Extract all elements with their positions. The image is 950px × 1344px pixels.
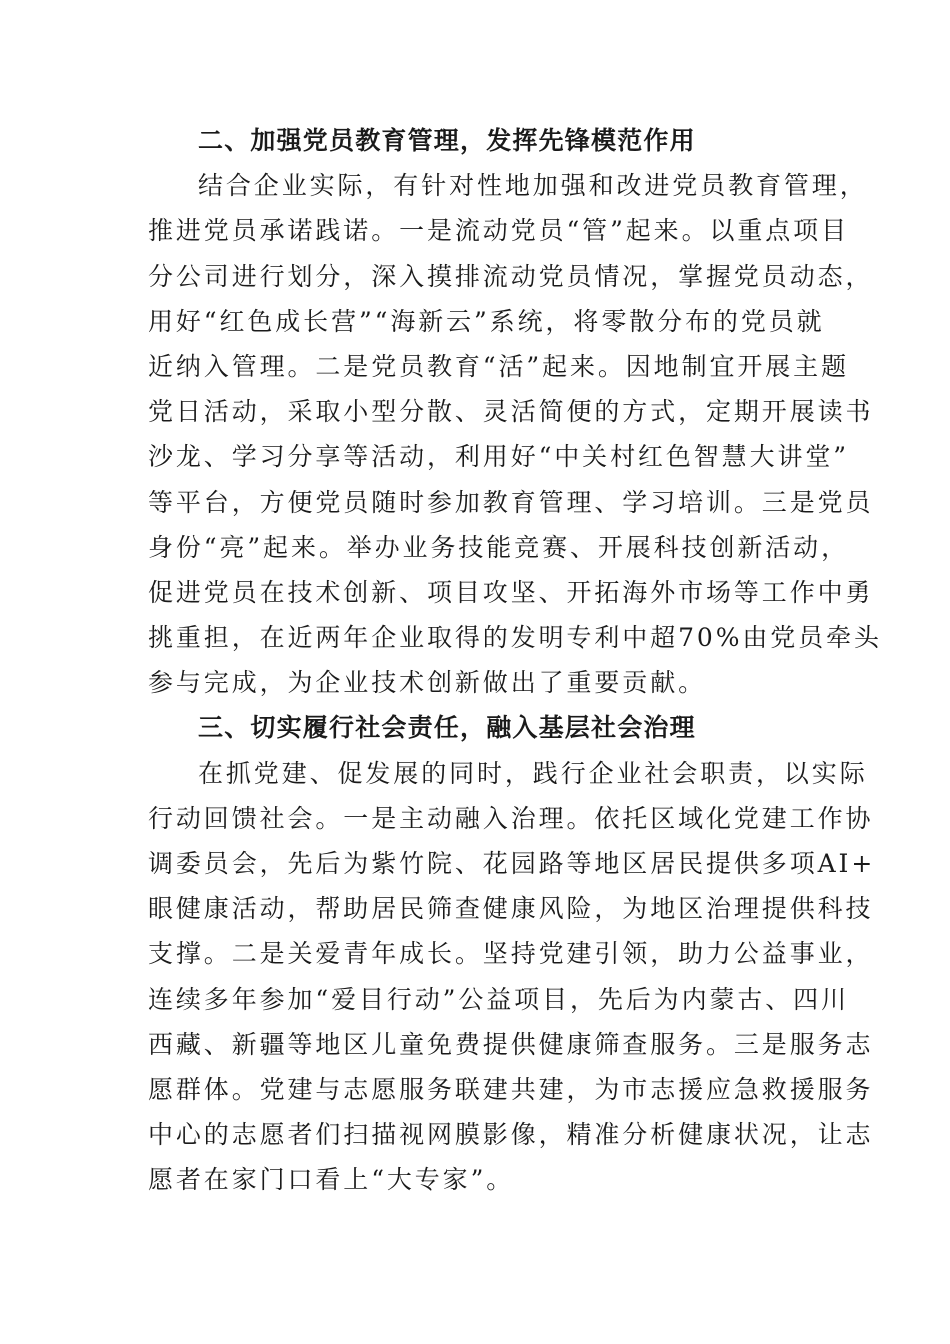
paragraph-line: 分公司进行划分，深入摸排流动党员情况，掌握党员动态， (148, 261, 874, 291)
paragraph-line: 愿者在家门口看上“大专家”。 (148, 1165, 515, 1195)
paragraph-line: 用好“红色成长营”“海新云”系统，将零散分布的党员就 (148, 306, 825, 336)
paragraph-line: 连续多年参加“爱目行动”公益项目，先后为内蒙古、四川 (148, 984, 849, 1014)
paragraph-line: 结合企业实际，有针对性地加强和改进党员教育管理， (198, 171, 868, 201)
paragraph-line: 西藏、新疆等地区儿童免费提供健康筛查服务。三是服务志 (148, 1029, 874, 1059)
paragraph-line: 身份“亮”起来。举办业务技能竞赛、开展科技创新活动， (148, 532, 849, 562)
section-3-heading: 三、切实履行社会责任，融入基层社会治理 (198, 713, 696, 743)
paragraph-line: 党日活动，采取小型分散、灵活简便的方式，定期开展读书 (148, 397, 874, 427)
paragraph-line: 支撑。二是关爱青年成长。坚持党建引领，助力公益事业， (148, 939, 874, 969)
section-2-heading: 二、加强党员教育管理，发挥先锋模范作用 (198, 126, 696, 155)
paragraph-line: 促进党员在技术创新、项目攻坚、开拓海外市场等工作中勇 (148, 577, 874, 607)
paragraph-line: 行动回馈社会。一是主动融入治理。依托区域化党建工作协 (148, 803, 874, 833)
paragraph-line: 等平台，方便党员随时参加教育管理、学习培训。三是党员 (148, 487, 874, 517)
document-body (148, 118, 882, 1203)
paragraph-line: 推进党员承诺践诺。一是流动党员“管”起来。以重点项目 (148, 216, 849, 246)
paragraph-line: 调委员会，先后为紫竹院、花园路等地区居民提供多项AI+ (148, 849, 876, 878)
paragraph-line: 沙龙、学习分享等活动，利用好“中关村红色智慧大讲堂” (148, 442, 849, 472)
paragraph-line: 在抓党建、促发展的同时，践行企业社会职责，以实际 (198, 758, 868, 788)
paragraph-line: 眼健康活动，帮助居民筛查健康风险，为地区治理提供科技 (148, 894, 874, 924)
paragraph-line: 挑重担，在近两年企业取得的发明专利中超70%由党员牵头 (148, 623, 882, 653)
paragraph-line: 中心的志愿者们扫描视网膜影像，精准分析健康状况，让志 (148, 1120, 874, 1150)
paragraph-line: 近纳入管理。二是党员教育“活”起来。因地制宜开展主题 (148, 351, 849, 381)
paragraph-line: 参与完成，为企业技术创新做出了重要贡献。 (148, 668, 707, 698)
paragraph-line: 愿群体。党建与志愿服务联建共建，为市志援应急救援服务 (148, 1074, 874, 1104)
